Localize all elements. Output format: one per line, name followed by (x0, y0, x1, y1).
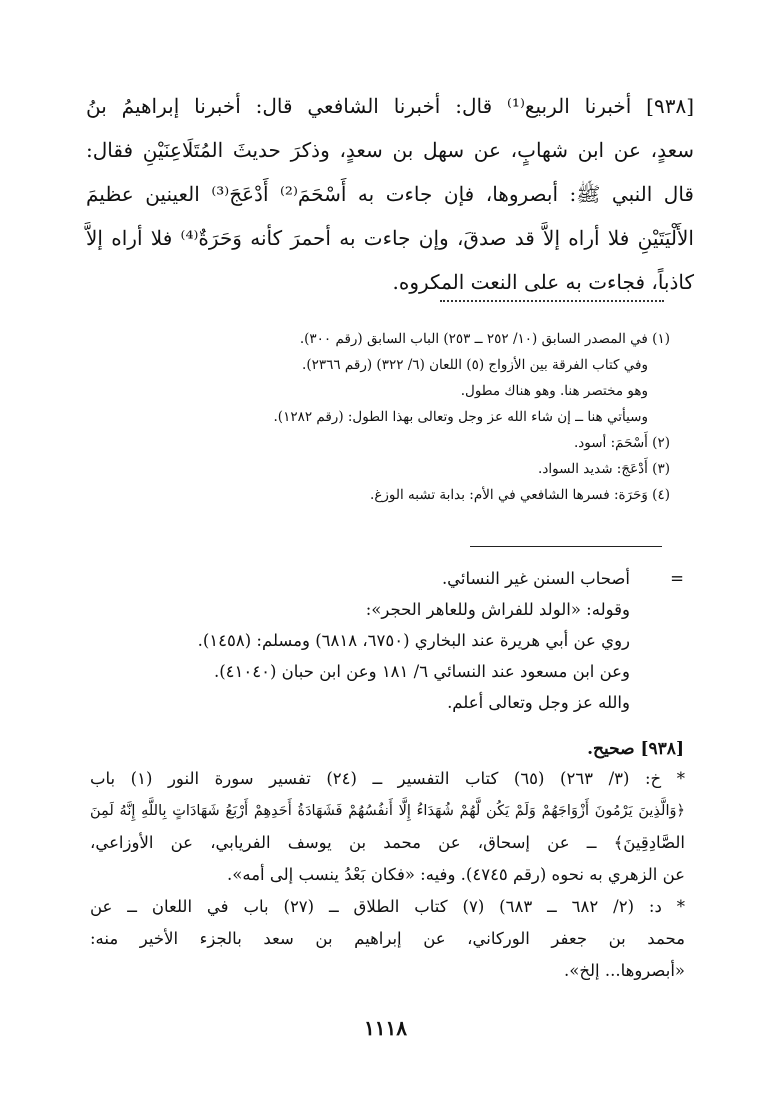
editor-continuation (90, 563, 684, 718)
continuation-line: والله عز وجل وتعالى أعلم. (447, 693, 630, 712)
source-line: «أبصروها... إلخ». (564, 961, 685, 980)
source-line: الصَّادِقِينَ﴾ ــ عن إسحاق، عن محمد بن يوسف الفريابي، عن الأوزاعي، (90, 833, 685, 852)
source-line: عن الزهري به نحوه (رقم ٤٧٤٥). وفيه: «فكان بَعْدُ ينسب إلى أمه». (227, 865, 685, 884)
quran-verse-line: ﴿وَالَّذِينَ يَرْمُونَ أَزْوَاجَهُمْ وَلَمْ يَكُن لَّهُمْ شُهَدَاءُ إِلَّا أَنفُسُهُمْ فَشَهَادَةُ أَحَدِهِمْ أَرْبَعُ شَهَادَاتٍ بِاللَّهِ إِنَّهُ لَمِنَ (90, 803, 685, 819)
continuation-text: أصحاب السنن غير النسائي. (441, 569, 630, 588)
takhrij-heading: [٩٣٨] صحيح. (587, 739, 684, 759)
footnote-1-line: وفي كتاب الفرقة بين الأزواج (٥) اللعان (٦/ ٣٢٢) (رقم ٢٣٦٦). (302, 357, 648, 373)
hadith-line: [٩٣٨] أخبرنا الربيع⁽¹⁾ قال: أخبرنا الشافعي قال: أخبرنا إبراهيمُ بنُ (86, 94, 694, 118)
hadith-line: قال النبي ﷺ: أبصروها، فإن جاءت به أَسْحَمَ⁽²⁾ أَدْعَجَ⁽³⁾ العينين عظيمَ (86, 182, 694, 206)
source-line: * د: (٢/ ٦٨٢ ــ ٦٨٣) (٧) كتاب الطلاق ــ (٢٧) باب في اللعان ــ عن (90, 897, 685, 916)
continuation-line: روي عن أبي هريرة عند البخاري (٦٧٥٠، ٦٨١٨) ومسلم: (١٤٥٨). (197, 631, 630, 650)
footnote-3: (٣) أَدْعَجَ: شديد السواد. (538, 461, 670, 477)
continuation-line: وعن ابن مسعود عند النسائي ٦/ ١٨١ وعن ابن حبان (٤١٠٤٠). (213, 662, 630, 681)
footnote-1: (١) في المصدر السابق (١٠/ ٢٥٢ ــ ٢٥٣) الباب السابق (رقم ٣٠٠). (299, 331, 670, 347)
footnote-1-line: وهو مختصر هنا. وهو هناك مطول. (460, 383, 648, 399)
continuation-marker: = (670, 569, 684, 588)
source-line: * خ: (٣/ ٢٦٣) (٦٥) كتاب التفسير ــ (٢٤) تفسير سورة النور (١) باب (90, 769, 685, 788)
source-line: محمد بن جعفر الوركاني، عن إبراهيم بن سعد بالجزء الأخير منه: (90, 929, 685, 948)
section-divider (470, 546, 662, 547)
footnotes (150, 326, 670, 508)
page-number: ١١١٨ (364, 1016, 407, 1040)
footnote-separator (440, 300, 664, 302)
continuation-line: وقوله: «الولد للفراش وللعاهر الحجر»: (365, 600, 630, 619)
continuation-line (90, 563, 684, 594)
hadith-text (86, 84, 694, 304)
footnote-1-line: وسيأتي هنا ــ إن شاء الله عز وجل وتعالى بهذا الطول: (رقم ١٢٨٢). (273, 409, 648, 425)
hadith-line: الأَلْيَتَيْنِ فلا أراه إلاَّ قد صدقَ، وإن جاءت به أحمرَ كأنه وَحَرَةٌ⁽⁴⁾ فلا أراه إلاَّ (86, 226, 694, 250)
footnote-4: (٤) وَحَرَة: فسرها الشافعي في الأم: بدابة تشبه الوزغ. (370, 487, 670, 503)
footnote-2: (٢) أَسْحَمَ: أسود. (573, 435, 670, 451)
hadith-line: كاذباً، فجاءت به على النعت المكروه. (392, 270, 694, 294)
takhrij-sources (90, 763, 685, 987)
hadith-line: سعدٍ، عن ابن شهابٍ، عن سهل بن سعدٍ، وذكرَ حديثَ المُتَلَاعِنَيْنِ فقال: (86, 138, 694, 162)
